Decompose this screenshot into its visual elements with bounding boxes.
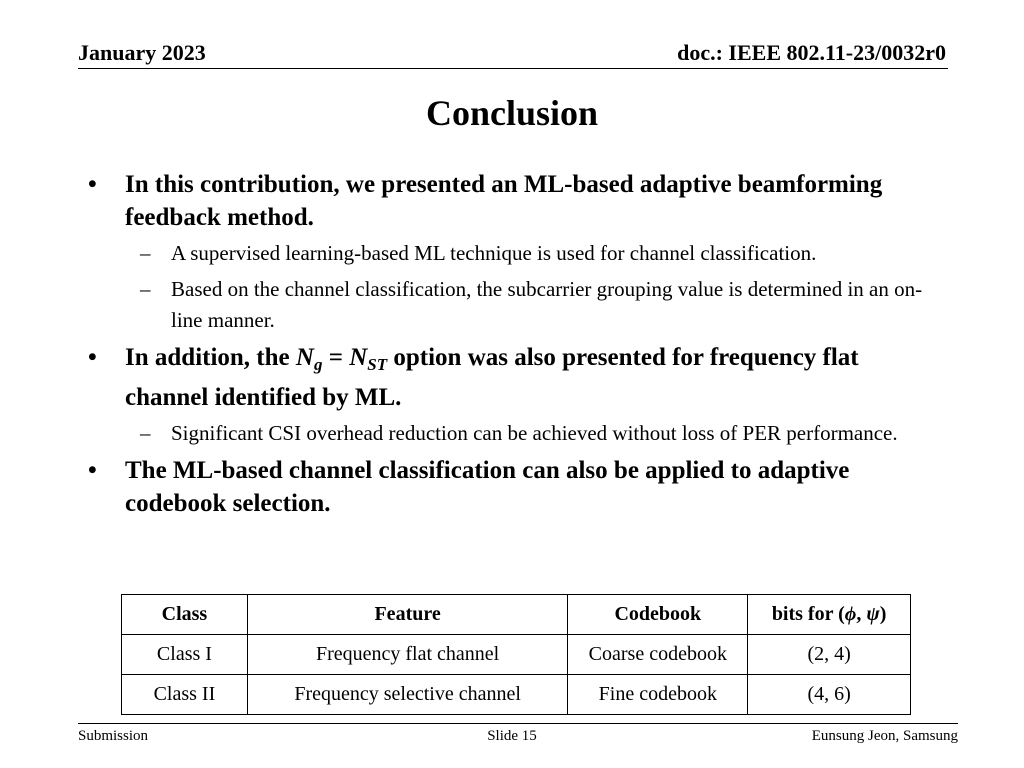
cell-feature: Frequency flat channel [247, 635, 568, 675]
bullet-2 [88, 341, 928, 414]
footer-divider [78, 723, 958, 724]
sub-bullet-1-1-text: A supervised learning-based ML technique is used for channel classification. [171, 241, 817, 265]
cell-class: Class I [122, 635, 248, 675]
phi-symbol: ϕ [844, 603, 857, 625]
bullet-1 [88, 168, 928, 234]
cell-bits: (4, 6) [748, 675, 911, 715]
dash-icon: – [140, 241, 151, 265]
bits-suffix: ) [879, 603, 887, 625]
bullet-3-text: The ML-based channel classification can also be applied to adaptive codebook selection. [125, 457, 850, 517]
footer-slide-number: Slide 15 [487, 728, 537, 744]
bullet-3 [88, 454, 928, 520]
bits-prefix: bits for ( [771, 603, 845, 625]
bullet-dot-icon: • [88, 171, 97, 198]
footer-author: Eunsung Jeon, Samsung [811, 728, 958, 744]
equals-sign: = [322, 344, 350, 371]
dash-icon: – [140, 277, 151, 301]
header-bits [748, 595, 911, 635]
header-codebook: Codebook [568, 595, 748, 635]
sub-bullet-1-1 [88, 238, 928, 269]
ng-subscript: g [313, 355, 323, 374]
table-header-row [122, 595, 911, 635]
slide-title: Conclusion [425, 93, 599, 133]
nst-subscript: ST [367, 355, 388, 374]
slide-content [88, 168, 928, 524]
cell-class: Class II [122, 675, 248, 715]
bullet-dot-icon: • [88, 457, 97, 484]
header-class: Class [122, 595, 248, 635]
ng-symbol: N [295, 344, 314, 371]
cell-codebook: Coarse codebook [568, 635, 748, 675]
bullet-dot-icon: • [88, 344, 97, 371]
table-row [122, 635, 911, 675]
bullet-2-suffix: option was also presented for frequency flat channel identified by ML. [125, 344, 859, 411]
psi-symbol: ψ [866, 603, 880, 625]
sub-bullet-1-2-text: Based on the channel classification, the subcarrier grouping value is determined in an on-line manner. [171, 277, 923, 332]
header-doc-id: doc.: IEEE 802.11-23/0032r0 [677, 40, 946, 65]
header-divider [78, 68, 948, 69]
cell-codebook: Fine codebook [568, 675, 748, 715]
nst-symbol: N [349, 344, 368, 371]
sub-bullet-2-1-text: Significant CSI overhead reduction can be achieved without loss of PER performance. [171, 421, 898, 445]
bits-comma: , [856, 603, 867, 625]
table-row [122, 675, 911, 715]
cell-feature: Frequency selective channel [247, 675, 568, 715]
dash-icon: – [140, 421, 151, 445]
cell-bits: (2, 4) [748, 635, 911, 675]
sub-bullet-2-1 [88, 418, 928, 449]
footer-submission: Submission [78, 728, 149, 744]
header-date: January 2023 [78, 40, 206, 65]
bullet-2-prefix: In addition, the [125, 344, 296, 371]
bullet-1-text: In this contribution, we presented an ML-based adaptive beamforming feedback method. [125, 171, 883, 231]
sub-bullet-1-2 [88, 274, 928, 336]
codebook-table [121, 594, 911, 715]
header-feature: Feature [247, 595, 568, 635]
